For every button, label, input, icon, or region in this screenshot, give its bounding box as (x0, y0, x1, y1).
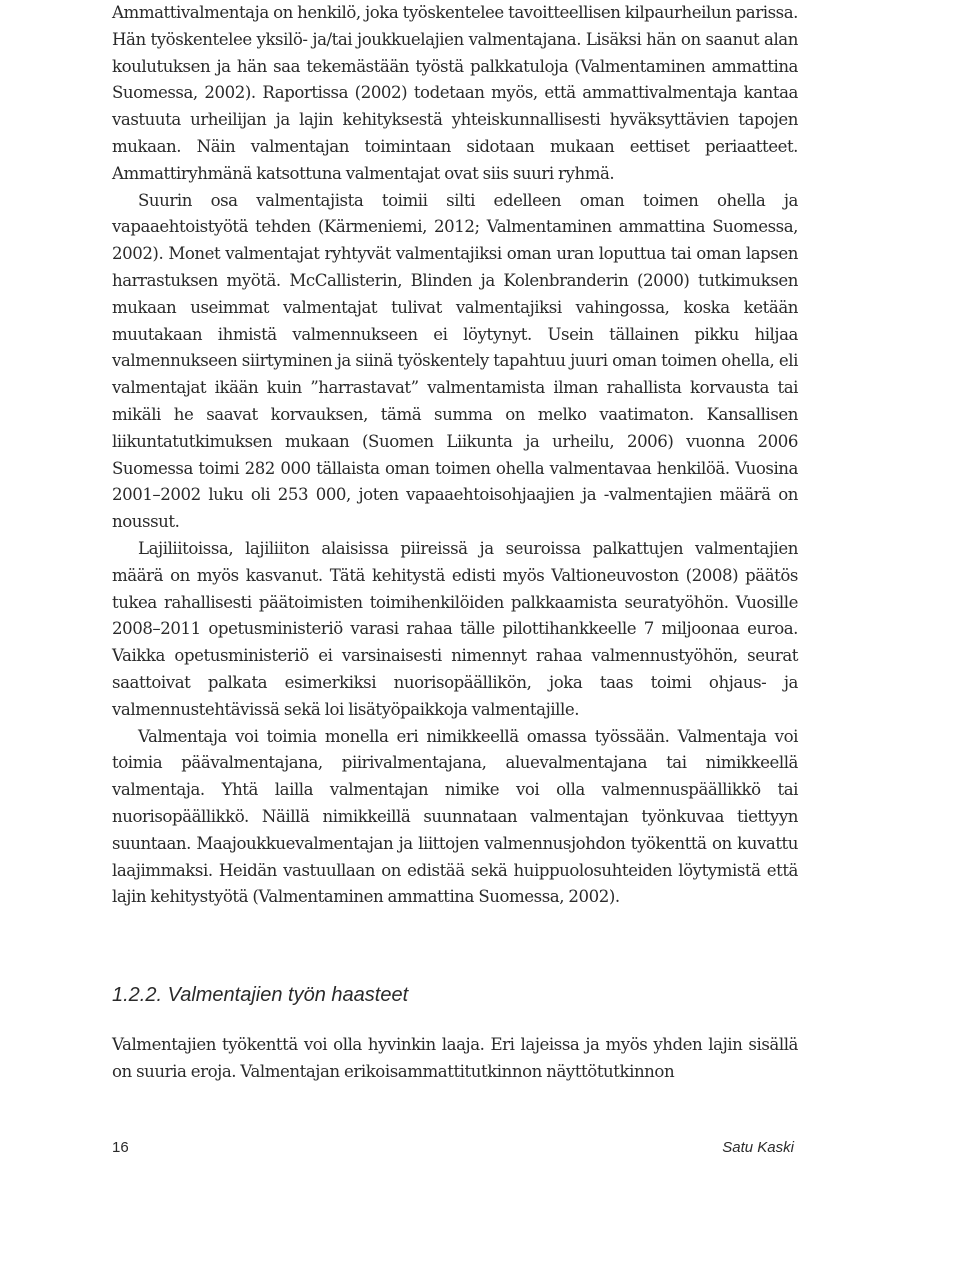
paragraph-2: Suurin osa valmentajista toimii silti edelleen oman toimen ohella ja vapaaehtoistyötä tehden (Kärmeniemi, 2012; Valmentaminen ammattina Suomessa, 2002). Monet valmentajat ryhtyvät valmentajiksi oman uran loputtua tai oman lapsen harrastuksen myötä. McCallisterin, Blinden ja Kolenbranderin (2000) tutkimuksen mukaan useimmat valmentajat tulivat valmentajiksi vahingossa, koska ketään muutakaan ihmistä valmennukseen ei löytynyt. Usein tällainen pikku hiljaa valmennukseen siirtyminen ja siinä työskentely tapahtuu juuri oman toimen ohella, eli valmentajat ikään kuin ”harrastavat” valmentamista ilman rahallista korvausta tai mikäli he saavat korvauksen, tämä summa on melko vaatimaton. Kansallisen liikuntatutkimuksen mukaan (Suomen Liikunta ja urheilu, 2006) vuonna 2006 Suomessa toimi 282 000 tällaista oman toimen ohella valmentavaa henkilöä. Vuosina 2001–2002 luku oli 253 000, joten vapaaehtoisohjaajien ja -valmentajien määrä on noussut. (112, 190, 798, 532)
paragraph-1: Ammattivalmentaja on henkilö, joka työskentelee tavoitteellisen kilpaurheilun parissa. Hän työskentelee yksilö- ja/tai joukkuelajien valmentajana. Lisäksi hän on saanut alan koulutuksen ja hän saa tekemästään työstä palkkatuloja (Valmentaminen ammattina Suomessa, 2002). Raportissa (2002) todetaan myös, että ammattivalmentaja kantaa vastuuta urheilijan ja lajin kehityksestä yhteiskunnallisesti hyväksyttävien tapojen mukaan. Näin valmentajan toimintaan sidotaan mukaan eettiset periaatteet. Ammattiryhmänä katsottuna valmentajat ovat siis suuri ryhmä. (112, 3, 798, 183)
page-number: 16 (112, 1139, 129, 1156)
section-heading: 1.2.2. Valmentajien työn haasteet (112, 984, 409, 1006)
paragraph-3: Lajiliitoissa, lajiliiton alaisissa piireissä ja seuroissa palkattujen valmentajien määrä on myös kasvanut. Tätä kehitystä edisti myös Valtioneuvoston (2008) päätös tukea rahallisesti päätoimisten toimihenkilöiden palkkaamista seuratyöhön. Vuosille 2008–2011 opetusministeriö varasi rahaa tälle pilottihankkeelle 7 miljoonaa euroa. Vaikka opetusministeriö ei varsinaisesti nimennyt rahaa valmennustyöhön, seurat saattoivat palkata esimerkiksi nuorisopäällikön, joka taas toimi ohjaus- ja valmennustehtävissä sekä loi lisätyöpaikkoja valmentajille. (112, 538, 798, 719)
section-paragraph: Valmentajien työkenttä voi olla hyvinkin laaja. Eri lajeissa ja myös yhden lajin sisällä on suuria eroja. Valmentajan erikoisammattitutkinnon näyttötutkinnon (112, 1035, 798, 1081)
paragraph-4: Valmentaja voi toimia monella eri nimikkeellä omassa työssään. Valmentaja voi toimia päävalmentajana, piirivalmentajana, aluevalmentajana tai nimikkeellä valmentaja. Yhtä lailla valmentajan nimike voi olla valmennuspäällikkö tai nuorisopäällikkö. Näillä nimikkeillä suunnataan valmentajan työnkuvaa tiettyyn suuntaan. Maajoukkuevalmentajan ja liittojen valmennusjohdon työkenttä on kuvattu laajimmaksi. Heidän vastuullaan on edistää sekä huippuolosuhteiden löytymistä että lajin kehitystyötä (Valmentaminen ammattina Suomessa, 2002). (112, 726, 798, 907)
document-page (112, 0, 798, 1265)
body-text (112, 0, 798, 911)
author-name: Satu Kaski (722, 1139, 794, 1156)
